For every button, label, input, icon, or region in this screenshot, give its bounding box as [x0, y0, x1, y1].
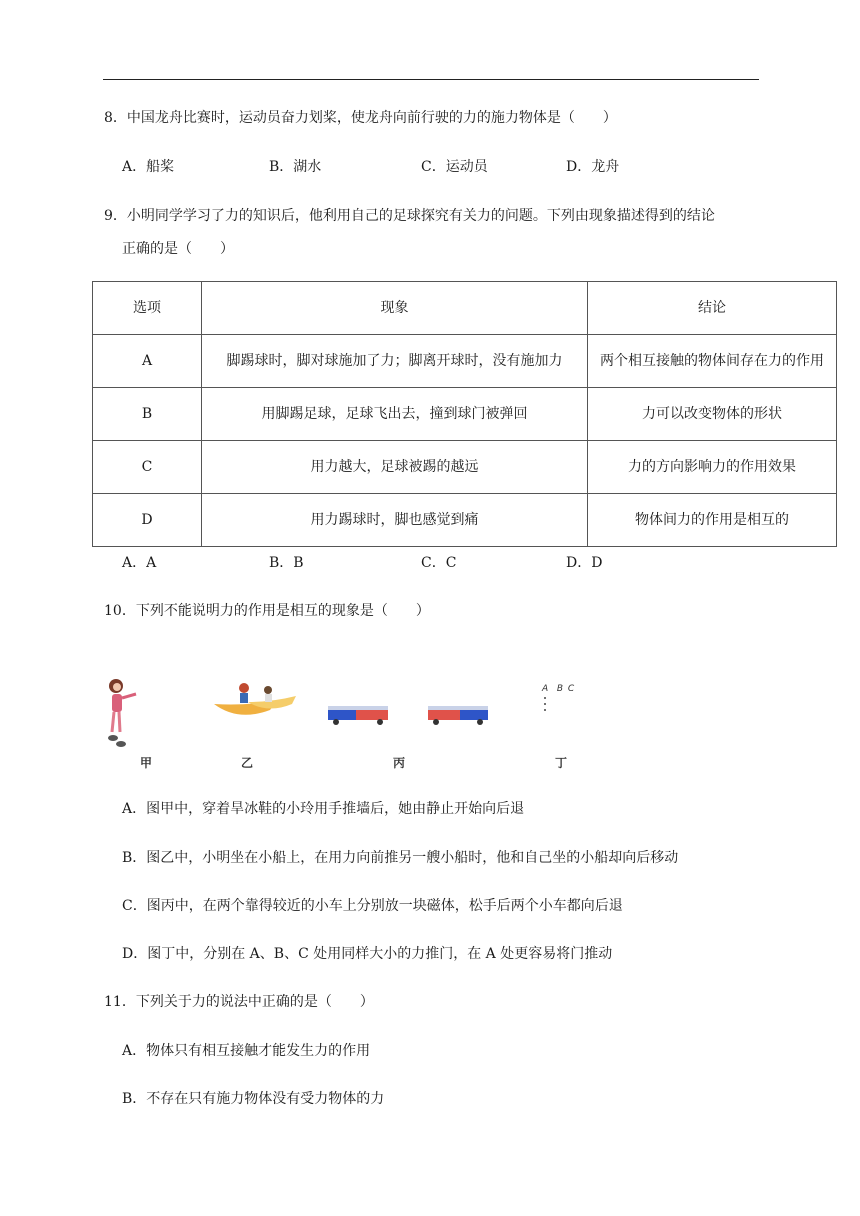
q9-option-a: A．A	[122, 555, 157, 571]
q9-option-b: B．B	[269, 555, 304, 571]
q10-option-b: B．图乙中，小明坐在小船上，在用力向前推另一艘小船时，他和自己坐的小船却向后移动	[122, 850, 679, 866]
table-cell: D	[93, 494, 202, 547]
q8-option-d: D．龙舟	[566, 159, 620, 175]
table-header-row	[93, 282, 837, 335]
q8-option-c: C．运动员	[421, 159, 488, 175]
q9-option-d: D．D	[566, 555, 603, 571]
q10-option-a: A．图甲中，穿着旱冰鞋的小玲用手推墙后，她由静止开始向后退	[122, 801, 525, 817]
q8-option-a: A．船桨	[122, 159, 175, 175]
q10-figures	[100, 668, 620, 772]
header-rule	[103, 79, 759, 80]
figure-bing-cart-right	[426, 702, 492, 726]
table-cell: 用力踢球时，脚也感觉到痛	[202, 494, 588, 547]
q10-option-d: D．图丁中，分别在 A、B、C 处用同样大小的力推门，在 A 处更容易将门推动	[122, 946, 613, 962]
table-cell: 力可以改变物体的形状	[588, 388, 837, 441]
q11-option-a: A．物体只有相互接触才能发生力的作用	[122, 1043, 371, 1059]
table-cell: 物体间力的作用是相互的	[588, 494, 837, 547]
figure-yi-boats	[208, 674, 298, 724]
q10-stem: 10．下列不能说明力的作用是相互的现象是（ ）	[104, 603, 430, 619]
figure-ding-door	[542, 694, 582, 714]
table-header: 现象	[202, 282, 588, 335]
q9-stem-line2: 正确的是（ ）	[122, 241, 234, 257]
figure-jia-skater	[100, 676, 140, 748]
table-header: 选项	[93, 282, 202, 335]
table-cell: A	[93, 335, 202, 388]
table-header: 结论	[588, 282, 837, 335]
table-row	[93, 335, 837, 388]
q8-stem: 8．中国龙舟比赛时，运动员奋力划桨，使龙舟向前行驶的力的施力物体是（ ）	[104, 110, 617, 126]
table-cell: 脚踢球时，脚对球施加了力；脚离开球时，没有施加力	[202, 335, 588, 388]
table-cell: 力的方向影响力的作用效果	[588, 441, 837, 494]
table-row	[93, 388, 837, 441]
table-row	[93, 441, 837, 494]
q9-stem-line1: 9．小明同学学习了力的知识后，他利用自己的足球探究有关力的问题。下列由现象描述得到的结论	[104, 208, 715, 224]
figure-bing-cart-left	[326, 702, 392, 726]
figure-label-ding: 丁	[555, 756, 568, 770]
table-cell: 两个相互接触的物体间存在力的作用	[588, 335, 837, 388]
figure-label-jia: 甲	[140, 756, 153, 770]
q11-option-b: B．不存在只有施力物体没有受力物体的力	[122, 1091, 385, 1107]
figure-ding-door-letters: A B C	[542, 684, 576, 694]
figure-label-yi: 乙	[241, 756, 254, 770]
q8-option-b: B．湖水	[269, 159, 322, 175]
table-cell: 用脚踢足球，足球飞出去，撞到球门被弹回	[202, 388, 588, 441]
table-cell: C	[93, 441, 202, 494]
q10-option-c: C．图丙中，在两个靠得较近的小车上分别放一块磁体，松手后两个小车都向后退	[122, 898, 623, 914]
figure-label-bing: 丙	[393, 756, 406, 770]
table-cell: 用力越大，足球被踢的越远	[202, 441, 588, 494]
q9-table	[92, 281, 837, 547]
table-cell: B	[93, 388, 202, 441]
q11-stem: 11．下列关于力的说法中正确的是（ ）	[104, 994, 374, 1010]
table-row	[93, 494, 837, 547]
q9-option-c: C．C	[421, 555, 457, 571]
